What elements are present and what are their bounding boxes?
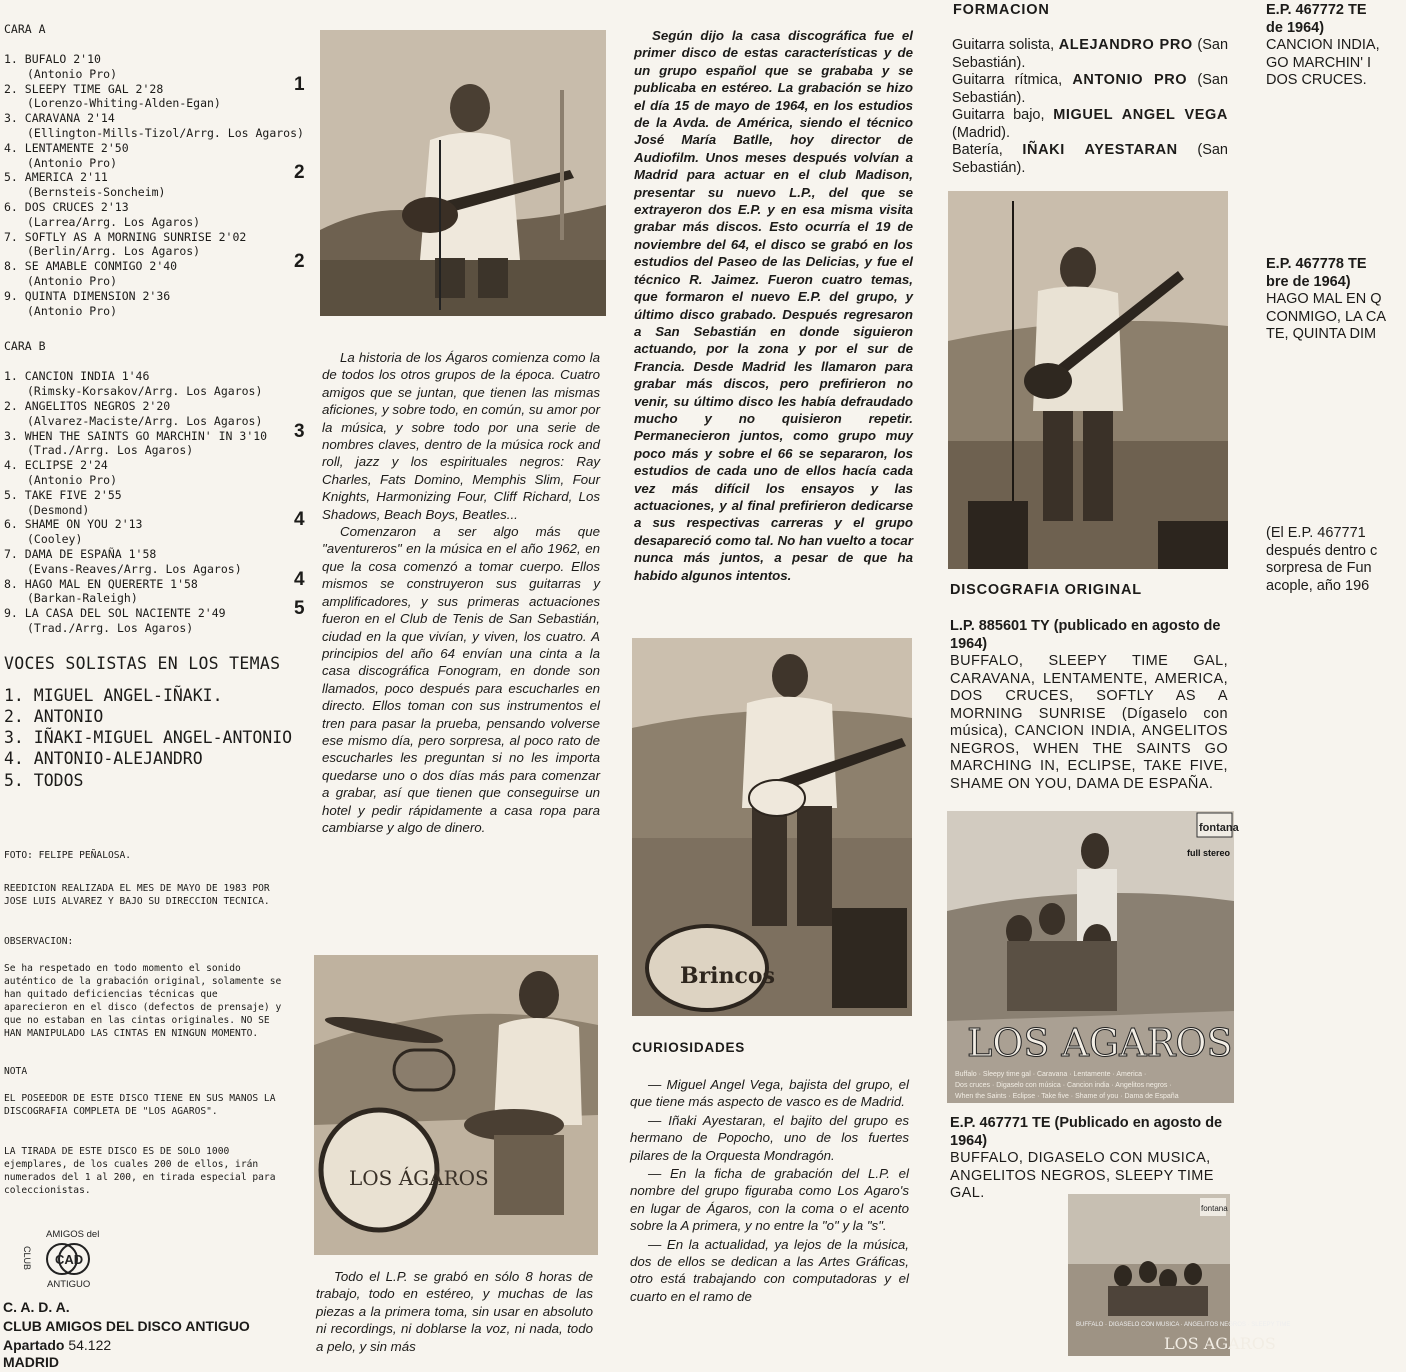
- track-row: [4, 52, 324, 82]
- track-composer: (Lorenzo-Whiting-Alden-Egan): [27, 96, 221, 111]
- ep3-track-2: CONMIGO, LA CA: [1266, 308, 1387, 325]
- track-title: 4. LENTAMENTE 2'50: [4, 140, 129, 155]
- ep-cover-small: [1068, 1194, 1291, 1356]
- voice-marker: 1: [294, 73, 305, 95]
- curiosities-list: [630, 1076, 909, 1306]
- track-composer: (Antonio Pro): [27, 273, 118, 288]
- cover1-brand: fontana: [1199, 822, 1239, 834]
- track-row: [4, 289, 324, 319]
- track-composer: (Antonio Pro): [27, 303, 118, 318]
- ep-note-line-3: sorpresa de Fun: [1266, 560, 1372, 576]
- formation-member: [952, 142, 1228, 177]
- ep3-track-3: TE, QUINTA DIM: [1266, 326, 1377, 342]
- track-title: 1. CANCION INDIA 1'46: [4, 369, 150, 384]
- track-title: 7. DAMA DE ESPAÑA 1'58: [4, 546, 157, 561]
- track-row: [4, 488, 324, 518]
- side-a-title: CARA A: [4, 22, 46, 36]
- history-bottom-paragraph: Todo el L.P. se grabó en sólo 8 horas de trabajo, todo en estéreo, y muchas de las piezas a la primera toma, sin usar en absoluto ni recordings, ni doblarse la voz, ni nada, todo a pelo, y sin más: [316, 1269, 593, 1354]
- history-paragraph-2: Comenzaron a ser algo más que "aventureros" en la música en el año 1962, en que la cosa comenzó a tomar cuerpo. Ellos mismos se construyeron sus guitarras y amplificadores, y sus primeras actuaciones fueron en el Club de Tenis de San Sebastián, ciudad en la que vivían, y viven, los cuatro. A principios del año 64 envían una cinta a la casa discográfica Fonogram, en donde son llamados, poco después para escucharles en directo. Ellos toman con sus instrumentos el tren para pasar la prueba, pensando volverse ese mismo día, pero sorpresa, al poco rato de escucharles les preguntan si no les importa quedarse uno o dos días más para comenzar a grabar, así que tienen que conseguirse un hotel y pedir rápidamente a casa ropa para cambiarse y algo de dinero.: [322, 524, 600, 835]
- track-title: 9. QUINTA DIMENSION 2'36: [4, 288, 171, 303]
- tracklist-column: [4, 22, 324, 791]
- track-composer: (Evans-Reaves/Arrg. Los Agaros): [27, 561, 242, 576]
- track-title: 6. SHAME ON YOU 2'13: [4, 517, 143, 532]
- member-origin: (San Sebastián).: [952, 37, 1229, 71]
- side-b-tracklist: [4, 369, 324, 635]
- curiosity-item: — Iñaki Ayestaran, el bajito del grupo es hermano de Popocho, uno de los fuertes pilares de la Orquesta Mondragón.: [630, 1112, 909, 1163]
- formation-title: FORMACION: [953, 2, 1050, 18]
- voice-marker: 3: [294, 420, 305, 442]
- drum-brand-text: Brincos: [680, 963, 775, 989]
- track-row: [4, 458, 324, 488]
- track-composer: (Antonio Pro): [27, 155, 118, 170]
- formation-member: [952, 107, 1228, 142]
- track-composer: (Alvarez-Maciste/Arrg. Los Agaros): [27, 413, 263, 428]
- track-title: 2. ANGELITOS NEGROS 2'20: [4, 398, 171, 413]
- track-row: [4, 141, 324, 171]
- history-text: [322, 349, 600, 836]
- member-role: Guitarra solista,: [952, 37, 1055, 53]
- voice-item: 5. TODOS: [4, 770, 84, 790]
- track-composer: (Larrea/Arrg. Los Agaros): [27, 214, 201, 229]
- voices-title: VOCES SOLISTAS EN LOS TEMAS: [4, 653, 281, 673]
- lp-entry: [950, 618, 1228, 793]
- track-title: 5. TAKE FIVE 2'55: [4, 487, 122, 502]
- club-logo-top-text: AMIGOS del: [46, 1229, 100, 1240]
- member-name: MIGUEL ANGEL VEGA: [1053, 107, 1228, 123]
- formation-member: [952, 72, 1228, 107]
- voice-item: 1. MIGUEL ANGEL-IÑAKI.: [4, 685, 223, 705]
- ep1-entry: [950, 1115, 1228, 1203]
- ep3-entry: [1266, 256, 1406, 344]
- club-short-name: C. A. D. A.: [3, 1299, 70, 1315]
- voice-item: 3. IÑAKI-MIGUEL ANGEL-ANTONIO: [4, 728, 293, 748]
- member-name: ANTONIO PRO: [1072, 72, 1188, 88]
- history-bottom-text: [316, 1268, 593, 1355]
- lp-date: (publicado en agosto de 1964): [950, 618, 1221, 652]
- voice-marker: 5: [294, 598, 305, 620]
- track-title: 8. SE AMABLE CONMIGO 2'40: [4, 259, 178, 274]
- track-row: [4, 399, 324, 429]
- cover2-band-name: LOS AGAROS: [1164, 1334, 1276, 1353]
- track-title: 7. SOFTLY AS A MORNING SUNRISE 2'02: [4, 229, 247, 244]
- club-logo-monogram: CAD: [55, 1252, 84, 1267]
- ep2-entry: [1266, 2, 1406, 90]
- club-apartado: Apartado 54.122: [3, 1337, 112, 1353]
- voice-marker: 2: [294, 251, 305, 273]
- voices-list: [4, 685, 324, 791]
- track-row: [4, 369, 324, 399]
- voice-marker: 2: [294, 162, 305, 184]
- track-title: 2. SLEEPY TIME GAL 2'28: [4, 81, 164, 96]
- member-origin: (Madrid).: [952, 124, 1011, 141]
- photo-drummer: [314, 955, 598, 1255]
- ep-note-line-4: acople, año 196: [1266, 577, 1370, 594]
- curiosity-item: — En la actualidad, ya lejos de la música, dos de ellos se dedican a las Artes Gráficas, otro está trabajando con computadoras y el cuarto en el ramo de: [630, 1236, 909, 1304]
- track-composer: (Ellington-Mills-Tizol/Arrg. Los Agaros): [27, 125, 304, 140]
- track-composer: (Antonio Pro): [27, 66, 118, 81]
- cover1-tracks-3: When the Saints · Eclipse · Take five · Shame of you · Dama de España: [955, 1093, 1179, 1100]
- curiosities-title: CURIOSIDADES: [632, 1040, 746, 1055]
- member-name: ALEJANDRO PRO: [1058, 37, 1193, 53]
- track-title: 6. DOS CRUCES 2'13: [4, 199, 129, 214]
- history-paragraph-1: La historia de los Ágaros comienza como la de todos los otros grupos de la época. Cuatro amigos que se juntan, que tienen las mismas aficiones, y sobre todo, en común, su amor por la música, y sobre todo por una serie de nombres claves, dentro de la música rock and roll, jazz y los espirituales negros: Ray Charles, Fats Domino, Memphis Slim, Four Knights, Harmonizing Four, Cliff Richard, Los Shadows, Beach Boys, Beatles...: [322, 350, 600, 522]
- track-composer: (Trad./Arrg. Los Agaros): [27, 443, 194, 458]
- track-title: 9. LA CASA DEL SOL NACIENTE 2'49: [4, 606, 226, 621]
- ep2-track-2: GO MARCHIN' I: [1266, 54, 1372, 71]
- track-composer: (Berlin/Arrg. Los Agaros): [27, 244, 201, 259]
- ep3-track-1: HAGO MAL EN Q: [1266, 291, 1382, 307]
- ep-note-line-2: después dentro c: [1266, 542, 1378, 559]
- track-row: [4, 547, 324, 577]
- club-name: CLUB AMIGOS DEL DISCO ANTIGUO: [3, 1318, 250, 1334]
- voice-marker: 4: [294, 568, 305, 590]
- side-a-tracklist: [4, 52, 324, 318]
- side-b-title: CARA B: [4, 339, 46, 354]
- cover2-tracks: BUFFALO · DIGASELO CON MUSICA · ANGELITOS NEGROS · SLEEPY TIME: [1076, 1322, 1291, 1328]
- photo-guitarist-stadium: [948, 191, 1228, 569]
- formation-member: [952, 37, 1228, 72]
- cover1-tracks-2: Dos cruces · Digaselo con música · Cancion india · Angelitos negros ·: [955, 1082, 1172, 1089]
- track-row: [4, 200, 324, 230]
- member-origin: (San Sebastián).: [952, 72, 1229, 106]
- ep1-date: (Publicado en agosto de 1964): [950, 1115, 1223, 1149]
- track-composer: (Desmond): [27, 502, 90, 517]
- ep3-date: bre de 1964): [1266, 273, 1351, 290]
- ep-note-line-1: (El E.P. 467771: [1266, 525, 1366, 541]
- discography-title: DISCOGRAFIA ORIGINAL: [950, 582, 1142, 598]
- ep1-title: E.P. 467771 TE: [950, 1115, 1051, 1131]
- club-logo: [18, 1226, 128, 1290]
- track-row: [4, 230, 324, 260]
- ep-cover-full-stereo: [947, 811, 1239, 1103]
- track-composer: (Barkan-Raleigh): [27, 591, 138, 606]
- tirada-text: LA TIRADA DE ESTE DISCO ES DE SOLO 1000 ejemplares, de los cuales 200 de ellos, irán numerados del 1 al 200, en tirada especial para coleccionistas.: [4, 1146, 276, 1196]
- reedition-note: REEDICION REALIZADA EL MES DE MAYO DE 1983 POR JOSE LUIS ALVAREZ Y BAJO SU DIRECCION TECNICA.: [4, 883, 270, 907]
- member-role: Batería,: [952, 142, 1003, 158]
- track-title: 1. BUFALO 2'10: [4, 52, 101, 66]
- ep2-title: E.P. 467772 TE: [1266, 2, 1367, 18]
- member-role: Guitarra bajo,: [952, 107, 1045, 123]
- curiosity-item: — Miguel Angel Vega, bajista del grupo, el que tiene más aspecto de vasco es de Madrid.: [630, 1077, 909, 1110]
- member-origin: (San Sebastián).: [952, 142, 1228, 176]
- cover2-brand: fontana: [1201, 1204, 1228, 1213]
- ep1-tracks: BUFFALO, DIGASELO CON MUSICA, ANGELITOS NEGROS, SLEEPY TIME GAL.: [950, 1150, 1214, 1201]
- ep3-title: E.P. 467778 TE: [1266, 256, 1367, 272]
- curiosity-item: — En la ficha de grabación del L.P. el nombre del grupo figuraba como Los Agaro's en lugar de Ágaros, con la coma o el acento sobre la A primera, y no entre la "o" y la "s".: [630, 1166, 909, 1234]
- voice-item: 2. ANTONIO: [4, 706, 104, 726]
- cover1-band-name: LOS AGAROS: [967, 1021, 1233, 1065]
- voice-marker: 4: [294, 509, 305, 531]
- photo-singer-guitar: [320, 30, 606, 316]
- track-title: 5. AMERICA 2'11: [4, 170, 108, 185]
- track-title: 8. HAGO MAL EN QUERERTE 1'58: [4, 576, 198, 591]
- observation-title: OBSERVACION:: [4, 936, 74, 947]
- formation-list: [952, 37, 1228, 177]
- club-city: MADRID: [3, 1354, 59, 1370]
- track-composer: (Cooley): [27, 532, 83, 547]
- track-title: 4. ECLIPSE 2'24: [4, 458, 108, 473]
- voice-item: 4. ANTONIO-ALEJANDRO: [4, 749, 203, 769]
- nota-text: EL POSEEDOR DE ESTE DISCO TIENE EN SUS MANOS LA DISCOGRAFIA COMPLETA DE "LOS AGAROS".: [4, 1093, 276, 1117]
- cover1-badge: full stereo: [1187, 848, 1231, 858]
- club-address: [3, 1298, 250, 1370]
- track-composer: (Rimsky-Korsakov/Arrg. Los Agaros): [27, 384, 263, 399]
- ep2-track-3: DOS CRUCES.: [1266, 72, 1367, 88]
- photo-credit: FOTO: FELIPE PEÑALOSA.: [4, 850, 132, 861]
- club-logo-side-text: CLUB: [22, 1246, 32, 1271]
- club-logo-bottom-text: ANTIGUO: [47, 1279, 91, 1290]
- track-row: [4, 111, 324, 141]
- ep2-date: de 1964): [1266, 19, 1325, 36]
- track-title: 3. CARAVANA 2'14: [4, 111, 115, 126]
- photo-guitarist-stage: [632, 638, 912, 1016]
- ep2-track-1: CANCION INDIA,: [1266, 37, 1380, 53]
- member-role: Guitarra rítmica,: [952, 72, 1063, 88]
- ep-note: [1266, 525, 1406, 595]
- lp-title: L.P. 885601 TY: [950, 618, 1050, 634]
- nota-title: NOTA: [4, 1066, 28, 1077]
- cover1-tracks-1: Buffalo · Sleepy time gal · Caravana · Lentamente · America ·: [955, 1071, 1147, 1078]
- observation-text: Se ha respetado en todo momento el sonido auténtico de la grabación original, solamente se han quitado deficiencias técnicas que aparecieron en el disco (defectos de prensaje) y que no estaban en las cintas originales. NO SE HAN MANIPULADO LAS CINTAS EN NINGUN MOMENTO.: [4, 963, 282, 1039]
- track-composer: (Bernsteis-Soncheim): [27, 185, 166, 200]
- recording-text: [634, 27, 913, 584]
- track-composer: (Antonio Pro): [27, 472, 118, 487]
- track-title: 3. WHEN THE SAINTS GO MARCHIN' IN 3'10: [4, 428, 268, 443]
- lp-tracks: BUFFALO, SLEEPY TIME GAL, CARAVANA, LENTAMENTE, AMERICA, DOS CRUCES, SOFTLY AS A MORNING SUNRISE (Dígaselo con música), CANCION INDIA, ANGELITOS NEGROS, WHEN THE SAINTS GO MARCHING IN, ECLIPSE, TAKE FIVE, SHAME ON YOU, DAMA DE ESPAÑA.: [950, 653, 1228, 792]
- recording-paragraph: Según dijo la casa discográfica fue el primer disco de estas características y de un grupo español que se grababa y se publicaba en estéreo. La grabación se hizo el día 15 de mayo de 1964, en los estudios de la Avda. de América, siendo el técnico José María Batlle, hoy director de Audiofilm. Unos meses después volvían a Madrid para actuar en el club Madison, presentar su nuevo L.P., del que se extrayeron dos E.P. y en esa misma visita grabar más discos. Esto ocurría el 19 de noviembre del 64, el disco se grabó en los estudios del Paseo de las Delicias, y fue el técnico R. Jaimez. Fueron cuatro temas, que formaron el nuevo E.P. del grupo, y último disco grabado. Después regresaron a San Sebastián en donde siguieron actuando, por la zona y por el sur de Francia. Desde Madrid les llamaron para grabar más discos, pero prefirieron no venir, su último disco les había defraudado mucho y no quisieron repetir. Permanecieron juntos, como grupo muy poco más y sobre el 66 se separaron, los estudios de cada uno de ellos hacía cada vez más difícil los ensayos y las actuaciones, y al final prefirieron dedicarse a sus respectivas carreras y el grupo desapareció como tal. No han vuelto a tocar nunca más juntos, a pesar de que ha habido algunos intentos.: [634, 28, 913, 583]
- track-composer: (Trad./Arrg. Los Agaros): [27, 620, 194, 635]
- member-name: IÑAKI AYESTARAN: [1022, 142, 1178, 158]
- drum-logo-text: LOS ÁGAROS: [349, 1166, 489, 1190]
